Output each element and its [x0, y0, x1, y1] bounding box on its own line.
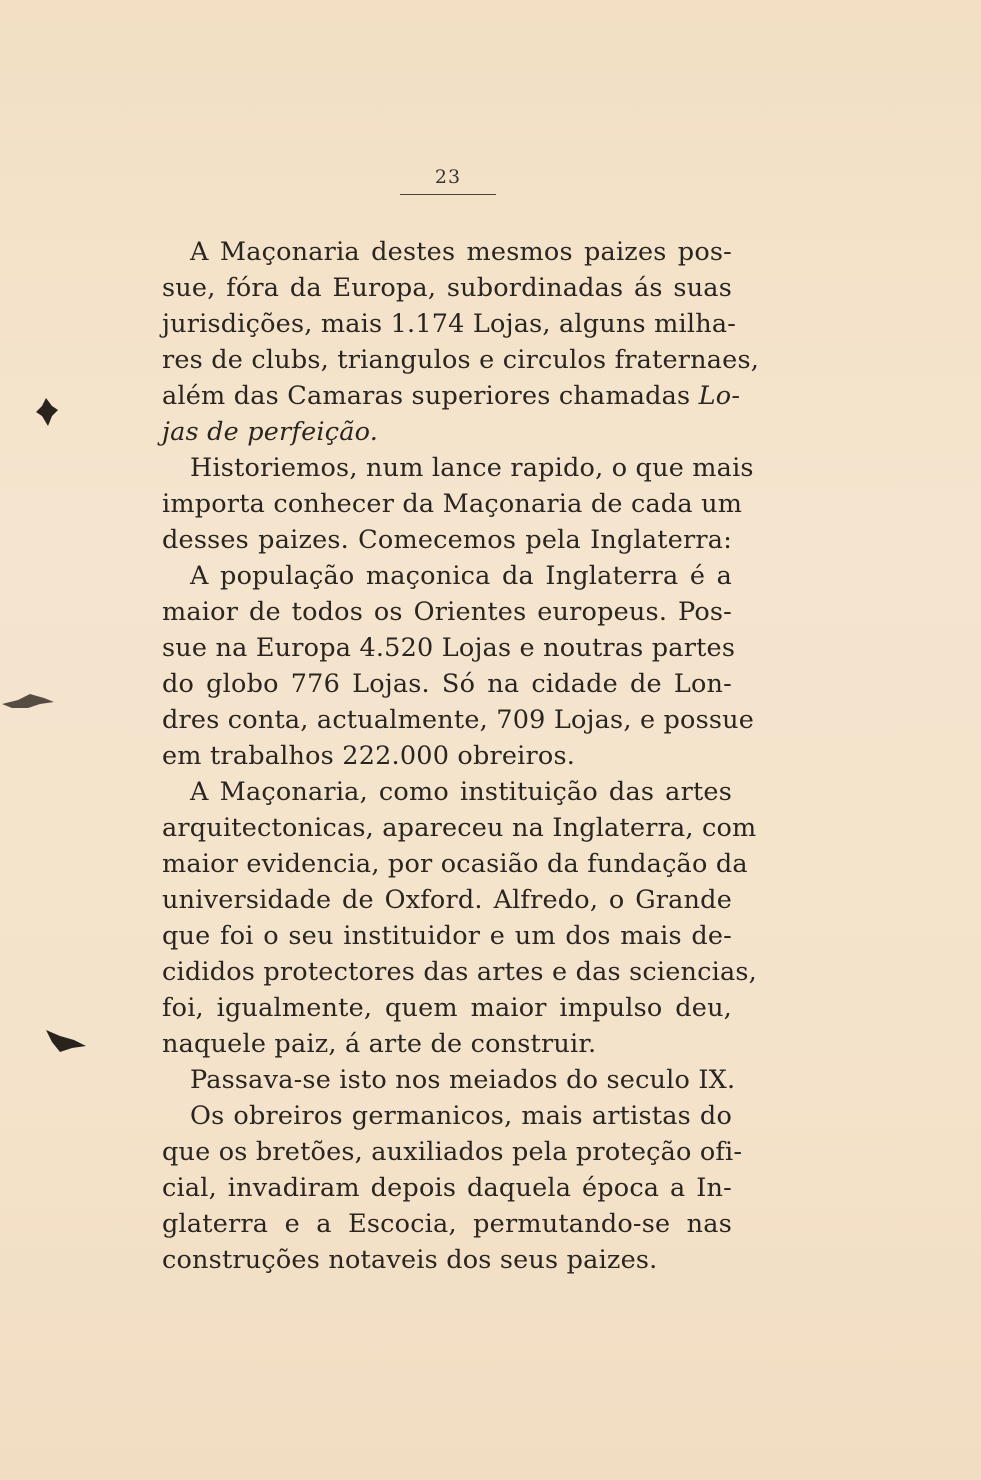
text-line: dres conta, actualmente, 709 Lojas, e possue	[162, 705, 755, 735]
text-line: desses paizes. Comecemos pela Inglaterra:	[162, 525, 732, 555]
text-line: arquitectonicas, apareceu na Inglaterra, com	[162, 813, 757, 843]
text-line: maior de todos os Orientes europeus. Pos-	[162, 597, 732, 627]
text-line: em trabalhos 222.000 obreiros.	[162, 741, 576, 771]
text-line: A Maçonaria destes mesmos paizes pos-	[190, 237, 732, 267]
text-line: universidade de Oxford. Alfredo, o Grande	[162, 885, 732, 915]
text-line: cial, invadiram depois daquela época a In-	[162, 1173, 732, 1203]
text-line: sue na Europa 4.520 Lojas e noutras partes	[162, 633, 736, 663]
text-line: jurisdições, mais 1.174 Lojas, alguns milha-	[162, 309, 737, 339]
page-number: 23	[434, 166, 462, 188]
page-number-rule	[400, 194, 496, 195]
text-line: foi, igualmente, quem maior impulso deu,	[162, 993, 732, 1023]
text-line: construções notaveis dos seus paizes.	[162, 1245, 658, 1275]
text-line: cididos protectores das artes e das sciencias,	[162, 957, 757, 987]
paper-speck-mark	[0, 690, 56, 714]
text-line: naquele paiz, á arte de construir.	[162, 1029, 597, 1059]
text-line: glaterra e a Escocia, permutando-se nas	[162, 1209, 732, 1239]
binding-hole-mark	[42, 1026, 88, 1054]
binding-hole-mark	[28, 392, 68, 432]
text-line: do globo 776 Lojas. Só na cidade de Lon-	[162, 669, 732, 699]
text-line: que foi o seu instituidor e um dos mais de-	[162, 921, 732, 951]
text-segment: além das Camaras superiores chamadas	[162, 381, 691, 411]
text-line: sue, fóra da Europa, subordinadas ás suas	[162, 273, 732, 303]
text-line: maior evidencia, por ocasião da fundação da	[162, 849, 748, 879]
text-line: Os obreiros germanicos, mais artistas do	[190, 1101, 732, 1131]
text-line: que os bretões, auxiliados pela proteção ofi-	[162, 1137, 743, 1167]
text-line	[162, 381, 741, 411]
text-line-italic: jas de perfeição.	[162, 417, 379, 447]
text-line: importa conhecer da Maçonaria de cada um	[162, 489, 743, 519]
italic-text: Lo-	[698, 381, 741, 411]
text-line: res de clubs, triangulos e circulos fraternaes,	[162, 345, 760, 375]
text-line: A Maçonaria, como instituição das artes	[190, 777, 732, 807]
text-line: A população maçonica da Inglaterra é a	[190, 561, 732, 591]
text-line: Historiemos, num lance rapido, o que mais	[190, 453, 754, 483]
text-line: Passava-se isto nos meiados do seculo IX.	[190, 1065, 736, 1095]
